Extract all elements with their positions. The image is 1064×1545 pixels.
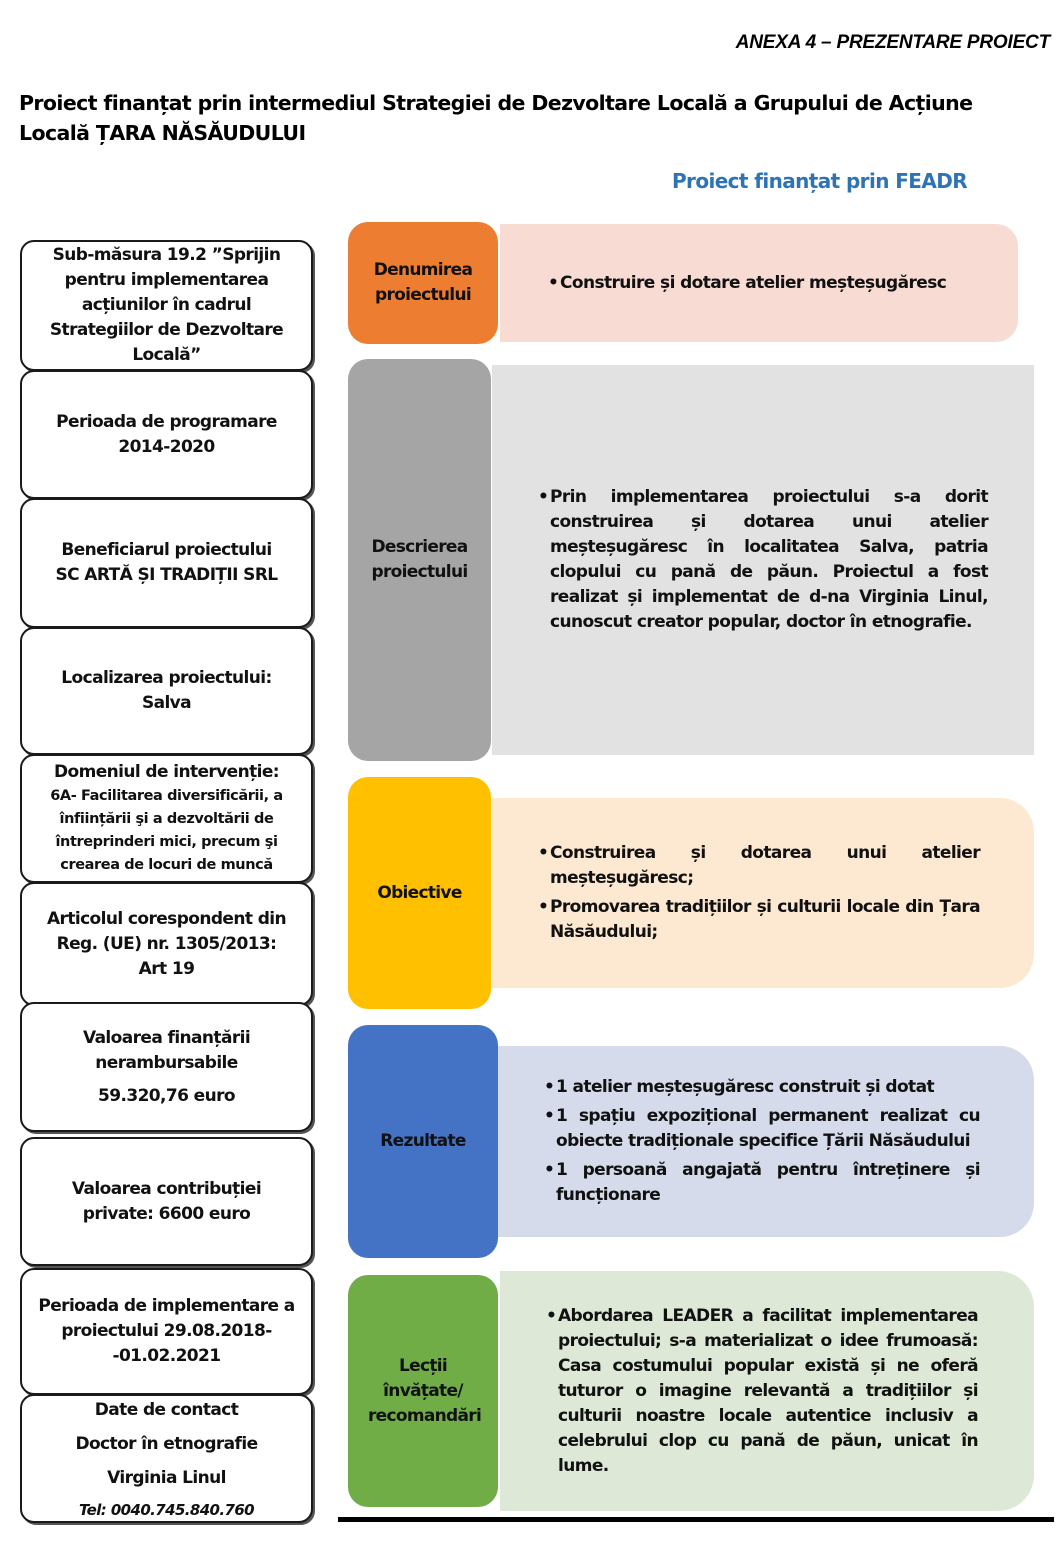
submeasure-text: Sub-măsura 19.2 ”Sprijin pentru implementarea acțiunilor în cadrul Strategiilor de Dezvoltare Locală” (49, 245, 284, 365)
bottom-divider (338, 1517, 1054, 1522)
lesson-item: • Abordarea LEADER a facilitat implementarea proiectului; s-a materializat o idee frumoasă: Casa costumului popular există și ne oferă tuturor o imagine relevantă a tradițiilor și culturii noastre locale autentice inclusiv a celebrului clop cu pană de păun, unicat în lume. (546, 1304, 978, 1479)
project-name-panel (500, 224, 1018, 342)
article-box (20, 882, 313, 1006)
objectives-panel (492, 798, 1034, 988)
beneficiary-box (20, 498, 313, 628)
contact-label: Date de contact (94, 1399, 239, 1420)
objectives-label (348, 777, 491, 1009)
programming-period-box (20, 370, 313, 499)
page-title: Proiect finanțat prin intermediul Strategiei de Dezvoltare Locală a Grupului de Acțiune Locală ȚARA NĂSĂUDULUI (19, 91, 973, 145)
project-name-label-text: Denumirea proiectului (373, 260, 473, 305)
contact-title: Doctor în etnografie (75, 1433, 258, 1454)
results-label (348, 1025, 498, 1258)
contact-name: Virginia Linul (107, 1467, 226, 1488)
result-item: • 1 atelier meșteșugăresc construit și dotat (544, 1075, 980, 1100)
article-label: Articolul corespondent din Reg. (UE) nr. 1305/2013: (46, 908, 286, 954)
private-contribution-box (20, 1137, 313, 1266)
programming-period-text: Perioada de programare 2014-2020 (56, 411, 277, 457)
annex-heading: ANEXA 4 – PREZENTARE PROIECT (735, 32, 1050, 53)
project-name-label (348, 222, 498, 344)
lessons-list (546, 1304, 978, 1479)
description-item: • Prin implementarea proiectului s-a dorit construirea și dotarea unui atelier meșteșugăresc în localitatea Salva, patria clopului cu pană de păun. Proiectul a fost realizat și implementat de d-na Virginia Linul, cunoscut creator popular, doctor în etnografie. (538, 485, 988, 635)
description-label (348, 359, 491, 761)
contact-phone: Tel: 0040.745.840.760 (78, 1500, 254, 1519)
description-list (538, 485, 988, 635)
intervention-domain-box (20, 754, 313, 883)
lessons-label (348, 1275, 498, 1507)
grant-value-box (20, 1002, 313, 1132)
private-contribution-text: Valoarea contribuției private: 6600 euro (71, 1178, 262, 1224)
project-name-item: • Construire și dotare atelier meșteșugăresc (548, 271, 978, 296)
funding-subtitle: Proiect finanțat prin FEADR (672, 169, 968, 193)
submeasure-box (20, 240, 313, 371)
result-item: • 1 spațiu expozițional permanent realizat cu obiecte tradiționale specifice Țării Năsăudului (544, 1104, 980, 1154)
article-value: Art 19 (138, 958, 195, 979)
beneficiary-label: Beneficiarul proiectului (61, 540, 272, 560)
domain-label: Domeniul de intervenție: (54, 762, 279, 782)
objective-item: • Construirea și dotarea unui atelier meșteșugăresc; (538, 841, 980, 891)
description-label-text: Descrierea proiectului (371, 537, 468, 582)
lessons-panel (500, 1271, 1034, 1511)
contact-box (20, 1394, 313, 1523)
implementation-period-box (20, 1268, 313, 1395)
objectives-label-text: Obiective (377, 882, 462, 903)
project-name-list (548, 271, 978, 296)
location-value: Salva (141, 693, 192, 713)
results-label-text: Rezultate (380, 1131, 466, 1151)
result-item: • 1 persoană angajată pentru întreținere și funcționare (544, 1158, 980, 1208)
location-box (20, 627, 313, 755)
location-label: Localizarea proiectului: (61, 668, 272, 688)
results-list (544, 1075, 980, 1208)
description-panel (492, 365, 1034, 755)
grant-value: 59.320,76 euro (98, 1085, 235, 1106)
domain-value: 6A- Facilitarea diversificării, a înființării şi a dezvoltării de întreprinderi mici, precum şi crearea de locuri de muncă (50, 788, 283, 873)
results-panel (498, 1046, 1034, 1237)
grant-label: Valoarea finanțării nerambursabile (82, 1027, 251, 1073)
objectives-list (538, 841, 980, 945)
objective-item: • Promovarea tradițiilor și culturii locale din Țara Năsăudului; (538, 895, 980, 945)
implementation-period-text: Perioada de implementare a proiectului 29.08.2018--01.02.2021 (38, 1296, 295, 1366)
beneficiary-name: SC ARTĂ ȘI TRADIȚII SRL (55, 565, 278, 585)
lessons-label-text: Lecții învățate/ recomandări (368, 1355, 482, 1426)
